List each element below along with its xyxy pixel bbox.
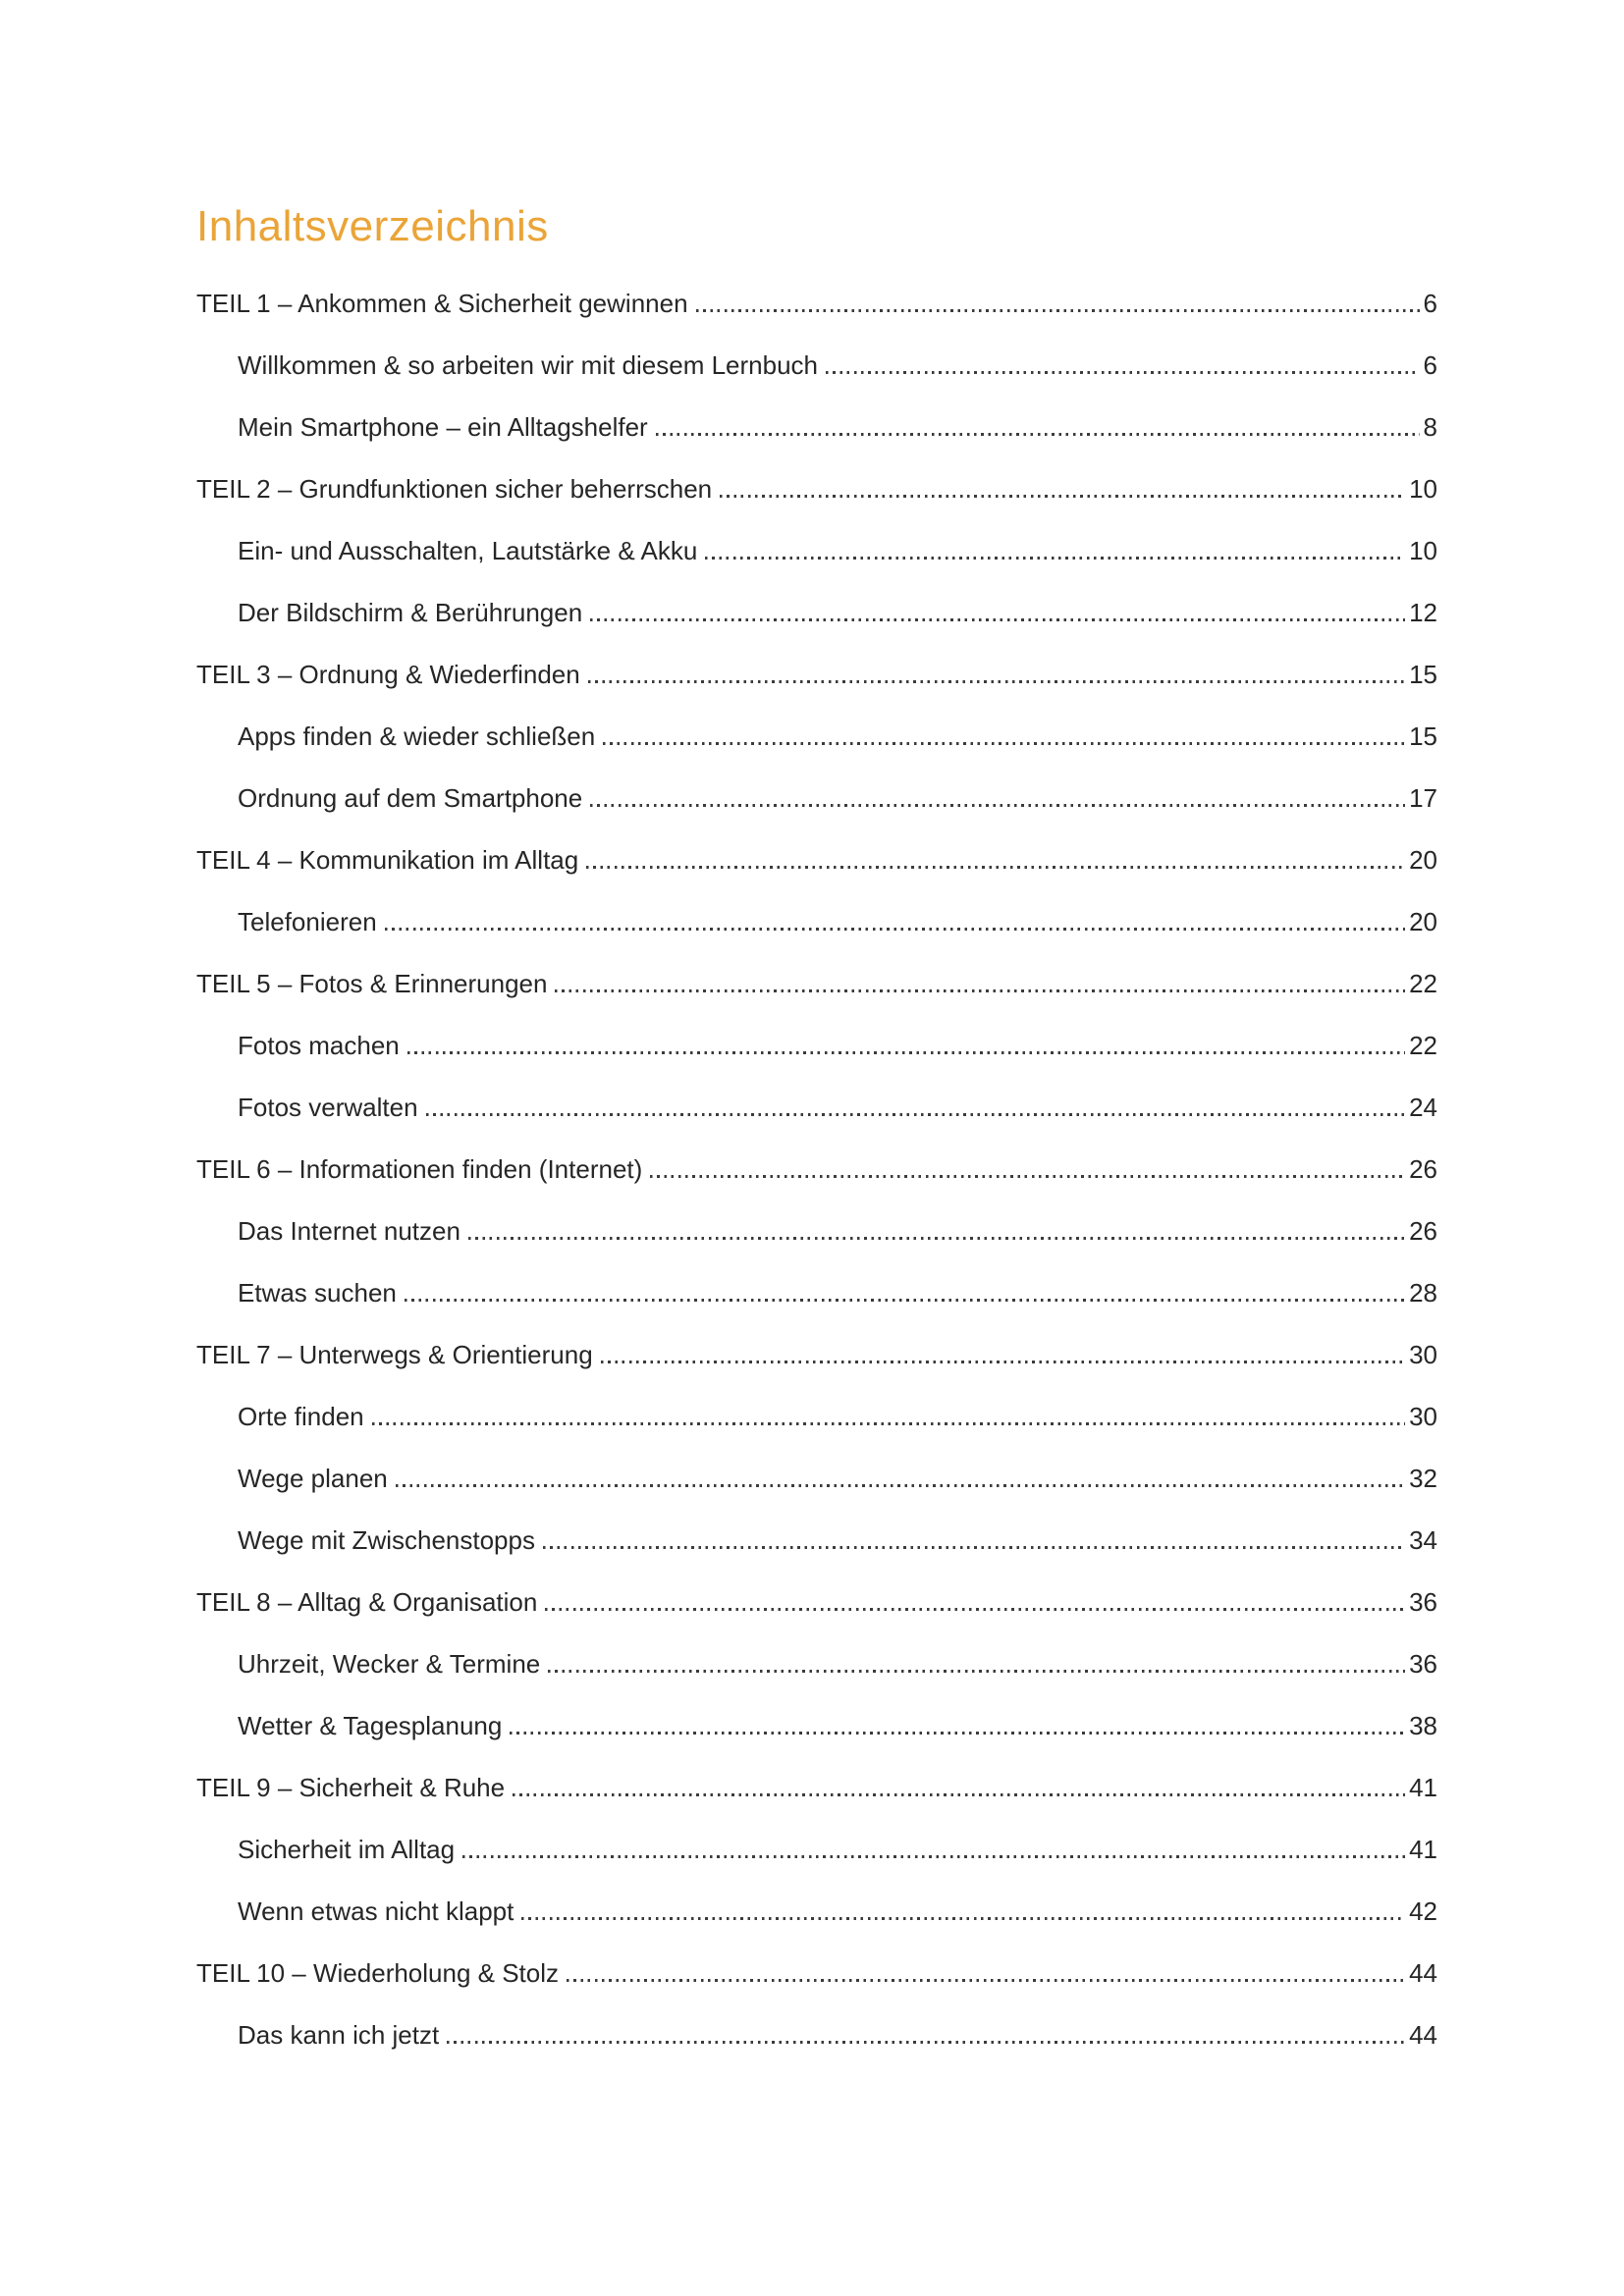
toc-entry[interactable] bbox=[196, 1955, 1437, 1991]
toc-entry[interactable] bbox=[196, 1770, 1437, 1805]
dotted-leader bbox=[720, 495, 1405, 498]
toc-entry[interactable] bbox=[196, 409, 1437, 445]
toc-entry[interactable] bbox=[196, 286, 1437, 321]
toc-entry-page: 10 bbox=[1409, 474, 1437, 504]
dotted-leader bbox=[555, 989, 1405, 992]
toc-entry[interactable] bbox=[196, 1894, 1437, 1929]
toc-entry-page: 15 bbox=[1409, 660, 1437, 689]
toc-entry[interactable] bbox=[196, 842, 1437, 878]
toc-entry-label: TEIL 5 – Fotos & Erinnerungen bbox=[196, 969, 548, 998]
toc-entry-page: 6 bbox=[1423, 289, 1437, 318]
toc-entry[interactable] bbox=[196, 780, 1437, 816]
toc-entry-label: TEIL 10 – Wiederholung & Stolz bbox=[196, 1958, 560, 1988]
dotted-leader bbox=[396, 1484, 1405, 1487]
dotted-leader bbox=[590, 804, 1405, 807]
toc-entry[interactable] bbox=[196, 471, 1437, 507]
toc-entry-page: 17 bbox=[1409, 783, 1437, 813]
toc-entry-page: 30 bbox=[1409, 1402, 1437, 1431]
toc-entry[interactable] bbox=[196, 1337, 1437, 1372]
toc-entry-label: TEIL 8 – Alltag & Organisation bbox=[196, 1587, 538, 1617]
dotted-leader bbox=[521, 1917, 1405, 1920]
toc-entry-page: 44 bbox=[1409, 2020, 1437, 2050]
dotted-leader bbox=[650, 1175, 1405, 1178]
toc-entry-page: 20 bbox=[1409, 845, 1437, 875]
toc-entry-label: Fotos machen bbox=[238, 1031, 400, 1060]
toc-entry-label: Uhrzeit, Wecker & Termine bbox=[238, 1649, 541, 1679]
toc-entry[interactable] bbox=[196, 2017, 1437, 2053]
toc-entry[interactable] bbox=[196, 719, 1437, 754]
toc-entry-label: Telefonieren bbox=[238, 907, 377, 936]
toc-entry-page: 15 bbox=[1409, 721, 1437, 751]
dotted-leader bbox=[468, 1237, 1405, 1240]
dotted-leader bbox=[543, 1546, 1405, 1549]
dotted-leader bbox=[405, 1299, 1405, 1302]
toc-entry-label: TEIL 2 – Grundfunktionen sicher beherrschen bbox=[196, 474, 713, 504]
toc-entry-page: 32 bbox=[1409, 1464, 1437, 1493]
toc-entry-page: 10 bbox=[1409, 536, 1437, 565]
dotted-leader bbox=[603, 742, 1405, 745]
toc-entry[interactable] bbox=[196, 595, 1437, 630]
toc-entry-label: Das Internet nutzen bbox=[238, 1216, 460, 1246]
toc-entry-label: TEIL 9 – Sicherheit & Ruhe bbox=[196, 1773, 506, 1802]
dotted-leader bbox=[462, 1855, 1405, 1858]
toc-entry[interactable] bbox=[196, 1584, 1437, 1620]
toc-entry-page: 42 bbox=[1409, 1896, 1437, 1926]
toc-entry-label: Wege planen bbox=[238, 1464, 388, 1493]
dotted-leader bbox=[513, 1793, 1405, 1796]
toc-entry[interactable] bbox=[196, 1213, 1437, 1249]
dotted-leader bbox=[588, 680, 1405, 683]
toc-entry-label: Der Bildschirm & Berührungen bbox=[238, 598, 583, 627]
toc-entry-page: 20 bbox=[1409, 907, 1437, 936]
toc-entry-label: Mein Smartphone – ein Alltagshelfer bbox=[238, 412, 648, 442]
toc-entry-label: Willkommen & so arbeiten wir mit diesem Lernbuch bbox=[238, 350, 818, 380]
toc-entry-label: Etwas suchen bbox=[238, 1278, 397, 1308]
toc-entry-page: 36 bbox=[1409, 1649, 1437, 1679]
toc-entry-page: 41 bbox=[1409, 1835, 1437, 1864]
toc-entry[interactable] bbox=[196, 1151, 1437, 1187]
toc-entry-page: 41 bbox=[1409, 1773, 1437, 1802]
toc-entry-label: TEIL 4 – Kommunikation im Alltag bbox=[196, 845, 579, 875]
dotted-leader bbox=[385, 928, 1405, 931]
toc-entry-page: 44 bbox=[1409, 1958, 1437, 1988]
toc-entry[interactable] bbox=[196, 1646, 1437, 1682]
dotted-leader bbox=[656, 433, 1420, 436]
toc-entry[interactable] bbox=[196, 1461, 1437, 1496]
dotted-leader bbox=[407, 1051, 1405, 1054]
toc-entry-label: Das kann ich jetzt bbox=[238, 2020, 440, 2050]
toc-entry-label: Wenn etwas nicht klappt bbox=[238, 1896, 514, 1926]
dotted-leader bbox=[590, 618, 1405, 621]
toc-entry-page: 22 bbox=[1409, 969, 1437, 998]
toc-entry-page: 36 bbox=[1409, 1587, 1437, 1617]
toc-entry[interactable] bbox=[196, 904, 1437, 939]
toc-entry-page: 12 bbox=[1409, 598, 1437, 627]
toc-entry-page: 30 bbox=[1409, 1340, 1437, 1369]
dotted-leader bbox=[447, 2041, 1405, 2044]
toc-entry[interactable] bbox=[196, 1275, 1437, 1310]
toc-list bbox=[196, 286, 1437, 2053]
dotted-leader bbox=[696, 309, 1420, 312]
toc-entry-label: TEIL 6 – Informationen finden (Internet) bbox=[196, 1154, 643, 1184]
toc-entry[interactable] bbox=[196, 657, 1437, 692]
toc-entry-label: Wege mit Zwischenstopps bbox=[238, 1525, 535, 1555]
dotted-leader bbox=[510, 1732, 1405, 1735]
dotted-leader bbox=[705, 557, 1405, 560]
toc-entry-page: 26 bbox=[1409, 1216, 1437, 1246]
dotted-leader bbox=[426, 1113, 1406, 1116]
dotted-leader bbox=[567, 1979, 1405, 1982]
toc-entry-label: Fotos verwalten bbox=[238, 1093, 418, 1122]
toc-entry[interactable] bbox=[196, 1028, 1437, 1063]
toc-entry[interactable] bbox=[196, 1832, 1437, 1867]
toc-entry-label: TEIL 3 – Ordnung & Wiederfinden bbox=[196, 660, 580, 689]
toc-entry-page: 26 bbox=[1409, 1154, 1437, 1184]
dotted-leader bbox=[826, 371, 1420, 374]
toc-entry-page: 6 bbox=[1423, 350, 1437, 380]
toc-entry-label: Ordnung auf dem Smartphone bbox=[238, 783, 583, 813]
toc-entry[interactable] bbox=[196, 966, 1437, 1001]
toc-entry[interactable] bbox=[196, 1708, 1437, 1743]
dotted-leader bbox=[372, 1422, 1405, 1425]
toc-entry-label: Ein- und Ausschalten, Lautstärke & Akku bbox=[238, 536, 698, 565]
toc-entry-label: TEIL 1 – Ankommen & Sicherheit gewinnen bbox=[196, 289, 688, 318]
dotted-leader bbox=[601, 1361, 1405, 1363]
toc-entry[interactable] bbox=[196, 533, 1437, 568]
page-title: Inhaltsverzeichnis bbox=[196, 202, 549, 250]
toc-entry[interactable] bbox=[196, 1399, 1437, 1434]
toc-entry-label: Orte finden bbox=[238, 1402, 364, 1431]
dotted-leader bbox=[545, 1608, 1405, 1611]
dotted-leader bbox=[586, 866, 1405, 869]
toc-entry-label: Apps finden & wieder schließen bbox=[238, 721, 596, 751]
toc-entry-page: 38 bbox=[1409, 1711, 1437, 1740]
toc-entry-label: Wetter & Tagesplanung bbox=[238, 1711, 503, 1740]
toc-entry-page: 22 bbox=[1409, 1031, 1437, 1060]
toc-entry[interactable] bbox=[196, 1522, 1437, 1558]
toc-entry-page: 8 bbox=[1423, 412, 1437, 442]
toc-entry[interactable] bbox=[196, 1090, 1437, 1125]
toc-entry-page: 28 bbox=[1409, 1278, 1437, 1308]
toc-entry-label: Sicherheit im Alltag bbox=[238, 1835, 456, 1864]
dotted-leader bbox=[548, 1670, 1405, 1673]
toc-entry-page: 34 bbox=[1409, 1525, 1437, 1555]
toc-entry[interactable] bbox=[196, 347, 1437, 383]
toc-entry-label: TEIL 7 – Unterwegs & Orientierung bbox=[196, 1340, 593, 1369]
toc-entry-page: 24 bbox=[1409, 1093, 1437, 1122]
